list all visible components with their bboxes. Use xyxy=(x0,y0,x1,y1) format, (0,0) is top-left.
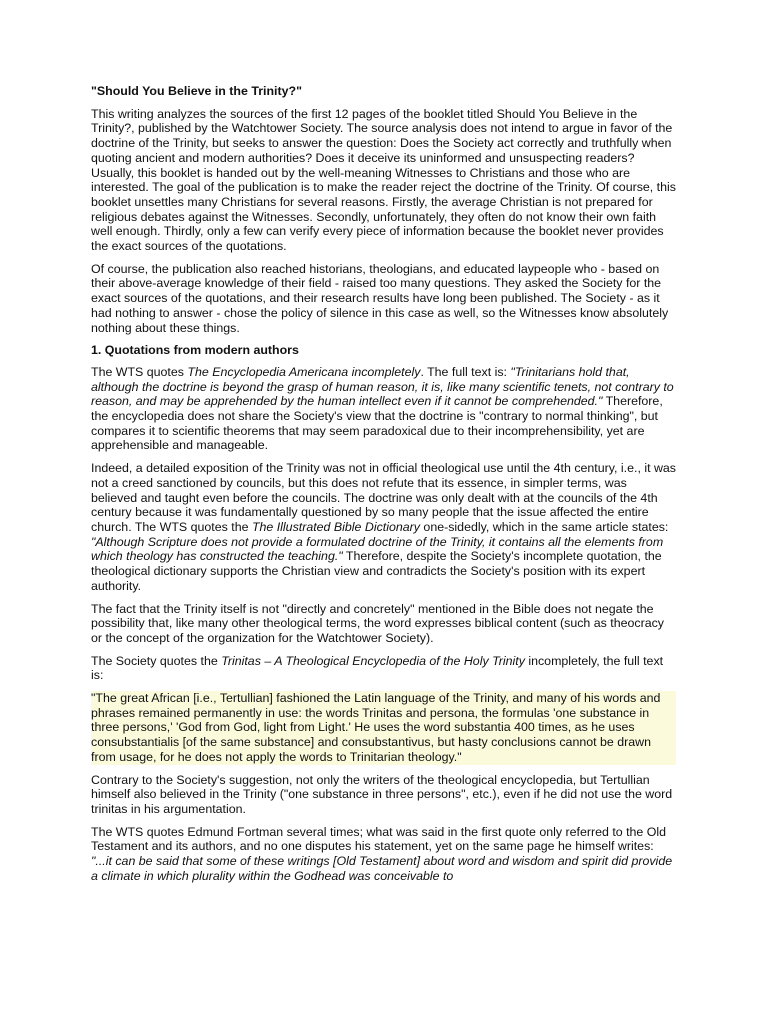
fortman-paragraph: The WTS quotes Edmund Fortman several times; what was said in the first quote only referred to the Old Testament and its authors, and no one disputes his statement, yet on the same page he himself writes: "...it can be said that some of these writings [Old Testament] about word and wisdom and spirit did provide a climate in which plurality within the Godhead was conceivable to xyxy=(91,824,673,883)
americana-paragraph: The WTS quotes The Encyclopedia Americana incompletely. The full text is: "Trinitarians hold that, although the doctrine is beyond the grasp of human reason, it is, like many scientific tenets, not contrary to reason, and may be apprehended by the human intellect even if it cannot be comprehended." Therefore, the encyclopedia does not share the Society's view that the doctrine is "contrary to normal thinking", but compares it to scientific theorems that may seem paradoxical due to their incomprehensibility, yet are apprehensible and manageable. xyxy=(91,364,674,453)
section-heading: 1. Quotations from modern authors xyxy=(91,343,299,358)
bible-dictionary-paragraph: Indeed, a detailed exposition of the Trinity was not in official theological use until the 4th century, i.e., it was not a creed sanctioned by councils, but this does not refute that its essence, in simpler terms, was believed and taught even before the councils. The doctrine was only dealt with at the councils of the 4th century because it was fundamentally questioned by so many people that the issue affected the entire church. The WTS quotes the The Illustrated Bible Dictionary one-sidedly, which in the same article states: "Although Scripture does not provide a formulated doctrine of the Trinity, it contains all the elements from which theology has constructed the teaching." Therefore, despite the Society's incomplete quotation, the theological dictionary supports the Christian view and contradicts the Society's position with its expert authority. xyxy=(91,461,676,593)
trinitas-paragraph: The Society quotes the Trinitas – A Theological Encyclopedia of the Holy Trinity incompletely, the full text is: xyxy=(91,653,664,683)
document-page xyxy=(91,84,676,891)
publication-paragraph: Of course, the publication also reached historians, theologians, and educated laypeople who - based on their above-average knowledge of their field - raised too many questions. They asked the Society for the exact sources of the quotations, and their research results have long been published. The Society - as it had nothing to answer - chose the policy of silence in this case as well, so the Witnesses know absolutely nothing about these things. xyxy=(91,261,669,335)
highlighted-quote: "The great African [i.e., Tertullian] fashioned the Latin language of the Trinity, and many of his words and phrases remained permanently in use: the words Trinitas and persona, the formulas 'one substance in three persons,' 'God from God, light from Light.' He uses the word substantia 400 times, as he uses consubstantialis [of the same substance] and consubstantivus, but hasty conclusions cannot be drawn from usage, for he does not apply the words to Trinitarian theology." xyxy=(91,691,676,765)
trinity-term-paragraph: The fact that the Trinity itself is not "directly and concretely" mentioned in the Bible does not negate the possibility that, like many other theological terms, the word expresses biblical content (such as theocracy or the concept of the organization for the Watchtower Society). xyxy=(91,601,664,645)
tertullian-paragraph: Contrary to the Society's suggestion, not only the writers of the theological encyclopedia, but Tertullian himself also believed in the Trinity ("one substance in three persons", etc.), even if he did not use the word trinitas in his argumentation. xyxy=(91,772,673,816)
intro-paragraph: This writing analyzes the sources of the first 12 pages of the booklet titled Should You Believe in the Trinity?, published by the Watchtower Society. The source analysis does not intend to argue in favor of the doctrine of the Trinity, but seeks to answer the question: Does the Society act correctly and truthfully when quoting ancient and modern authorities? Does it deceive its uninformed and unsuspecting readers? Usually, this booklet is handed out by the well-meaning Witnesses to Christians and those who are interested. The goal of the publication is to make the reader reject the doctrine of the Trinity. Of course, this booklet unsettles many Christians for several reasons. Firstly, the average Christian is not prepared for religious debates against the Witnesses. Secondly, unfortunately, they often do not know their own faith well enough. Thirdly, only a few can verify every piece of information because the booklet never provides the exact sources of the quotations. xyxy=(91,106,676,254)
document-title: "Should You Believe in the Trinity?" xyxy=(91,84,302,98)
